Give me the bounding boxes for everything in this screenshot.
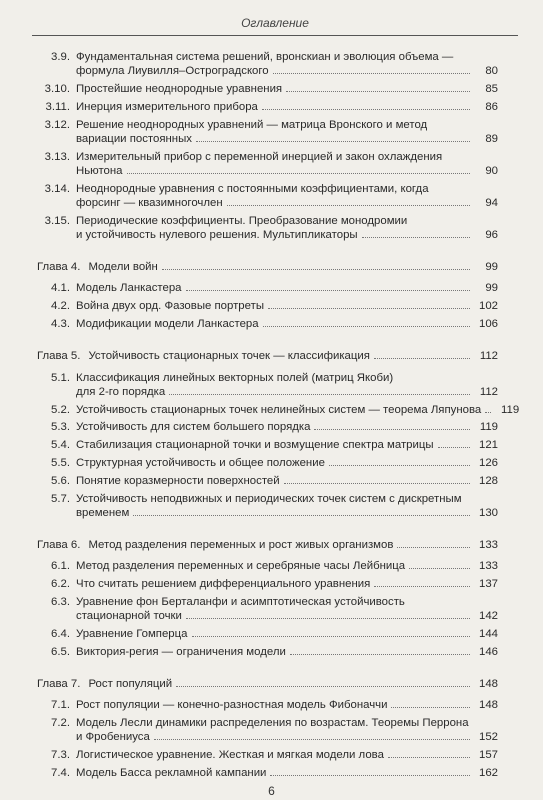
toc-chapter-entry [37,349,498,363]
entry-number: 7.3. [51,749,70,762]
toc-section-entry [30,150,498,178]
entry-title [76,456,498,470]
toc-section-entry [30,118,498,146]
entry-title-text: Устойчивость неподвижных и периодических точек систем с дискретным [76,492,462,505]
entry-title [88,677,498,691]
entry-title-line [76,698,498,712]
toc-section-entry [30,595,498,623]
dot-leader [127,173,470,174]
entry-title-line [76,492,498,506]
toc-section-entry [30,50,498,78]
entry-page-number: 85 [485,83,498,95]
dot-leader [409,568,470,569]
entry-title-line [76,214,498,228]
toc-section-entry [30,492,498,520]
toc-section-entry [30,100,498,114]
entry-title-text: для 2-го порядка [76,385,166,398]
entry-title-line [76,82,498,96]
entry-number: 3.13. [44,150,70,163]
entry-number: Глава 4. [37,260,81,273]
entry-title-line [76,627,498,641]
dot-leader [391,707,470,708]
entry-title-line [76,766,498,780]
entry-title-line [76,595,498,609]
entry-number: 5.1. [51,371,70,384]
dot-leader [262,109,470,110]
entry-title-line [88,538,498,552]
dot-leader [273,73,470,74]
entry-number: Глава 7. [37,677,81,690]
dot-leader [374,586,470,587]
entry-title [76,371,498,399]
entry-number: 5.2. [51,403,70,416]
entry-number: 4.3. [51,318,70,330]
entry-title [76,766,498,780]
dot-leader [169,394,470,395]
entry-page-number: 119 [479,421,498,434]
entry-number: 3.9. [51,51,70,63]
entry-title-line [76,645,498,659]
entry-title-text: Метод разделения переменных и рост живых организмов [88,538,394,551]
entry-title [76,645,498,659]
entry-title-line [76,506,498,520]
entry-title-text: форсинг — квазимногочлен [76,196,223,209]
entry-number: 6.3. [51,596,70,608]
entry-title [76,716,498,744]
entry-number: 7.1. [51,699,70,712]
entry-number: 5.3. [51,421,70,434]
entry-title-line [76,609,498,623]
entry-title-text: Стабилизация стационарной точки и возмущение спектра матрицы [76,439,434,452]
toc-chapter-entry [37,677,498,691]
entry-page-number: 80 [485,65,498,78]
dot-leader [192,636,471,637]
toc-chapter-entry [37,538,498,552]
entry-title [76,438,498,452]
dot-leader [176,686,470,687]
entry-page-number: 112 [479,385,498,398]
entry-title-line [76,456,498,470]
entry-title-text: Решение неоднородных уравнений — матрица Вронского и метод [76,118,428,131]
entry-page-number: 144 [478,628,498,640]
toc-section-entry [30,766,498,780]
entry-title-text: Инерция измерительного прибора [76,100,258,113]
entry-title-line [76,730,498,744]
entry-title [76,100,498,114]
dot-leader [438,447,470,448]
entry-title [76,50,498,78]
entry-title [76,698,498,712]
entry-title [76,595,498,623]
entry-number: 6.5. [51,645,70,658]
entry-page-number: 128 [478,474,498,487]
entry-page-number: 152 [478,731,498,744]
toc-section-entry [30,299,498,313]
dot-leader [268,308,470,309]
entry-title-text: Устойчивость стационарных точек — классификация [88,349,370,362]
entry-title [76,118,498,146]
dot-leader [374,358,470,359]
entry-title-text: вариации постоянных [76,132,192,145]
entry-title-text: Классификация линейных векторных полей (матриц Якоби) [76,371,394,384]
entry-title-line [76,50,498,64]
entry-number: Глава 6. [37,538,81,551]
toc-chapter-entry [37,260,498,274]
entry-title [88,538,498,552]
dot-leader [270,775,470,776]
entry-title [76,559,498,573]
entry-title [76,627,498,641]
entry-title-text: Структурная устойчивость и общее положение [76,457,325,469]
entry-title-text: временем [76,506,130,519]
entry-title-text: Виктория-регия — ограничения модели [76,645,286,658]
entry-number: 5.7. [51,492,70,505]
entry-title-text: Уравнение Гомперца [76,628,188,640]
entry-number: 3.11. [45,100,70,113]
entry-title-text: Модель Басса рекламной кампании [76,767,267,779]
entry-title-line [76,748,498,762]
entry-page-number: 99 [485,282,498,295]
entry-page-number: 121 [478,439,498,452]
entry-title-line [76,100,498,114]
entry-title-line [76,164,498,178]
dot-leader [263,326,470,327]
dot-leader [329,465,470,466]
entry-title-text: и Фробениуса [76,731,150,744]
entry-page-number: 142 [478,610,498,623]
entry-number: 5.4. [51,439,70,452]
entry-title-line [76,150,498,164]
entry-title-line [76,371,498,385]
entry-title-text: стационарной точки [76,610,182,623]
entry-title-text: Устойчивость стационарных точек нелинейных систем — теорема Ляпунова [76,403,482,416]
entry-title-text: Устойчивость для систем большего порядка [76,421,311,434]
entry-title-line [76,716,498,730]
entry-title [88,349,498,363]
entry-title-text: Модели войн [88,260,158,273]
entry-title-line [76,403,519,417]
entry-title-text: Периодические коэффициенты. Преобразование монодромии [76,214,408,227]
toc-section-entry [30,645,498,659]
toc-section-entry [30,748,498,762]
header-rule [32,35,518,36]
entry-title [76,214,498,242]
entry-title-line [76,132,498,146]
dot-leader [154,739,470,740]
entry-page-number: 146 [478,645,498,658]
entry-title [76,492,498,520]
entry-title-text: Логистическое уравнение. Жесткая и мягкая модели лова [76,749,384,762]
entry-title-line [76,474,498,488]
page-number: 6 [268,784,275,798]
toc-section-entry [30,627,498,641]
entry-page-number: 96 [485,228,498,241]
entry-number: 4.1. [51,282,70,295]
entry-title-line [76,281,498,295]
entry-title [76,317,498,331]
dot-leader [133,515,470,516]
entry-title-text: Что считать решением дифференциального уравнения [76,578,371,591]
entry-title-text: Ньютона [76,164,123,177]
entry-page-number: 112 [479,349,498,362]
entry-page-number: 137 [478,578,498,591]
entry-page-number: 106 [478,318,498,330]
entry-page-number: 94 [485,196,498,209]
toc-section-entry [30,698,498,712]
entry-title [76,82,498,96]
toc-section-entry [30,281,498,295]
dot-leader [227,205,470,206]
entry-title-text: Измерительный прибор с переменной инерцией и закон охлаждения [76,150,443,163]
toc-section-entry [30,716,498,744]
entry-title-line [76,317,498,331]
entry-page-number: 133 [478,538,498,551]
entry-number: 7.4. [51,767,70,779]
entry-number: 3.12. [44,118,70,131]
toc-section-entry [30,438,498,452]
entry-title-line [76,118,498,132]
entry-title [76,577,498,591]
entry-title-text: Понятие коразмерности поверхностей [76,474,280,487]
entry-page-number: 89 [485,132,498,145]
entry-page-number: 148 [478,699,498,712]
toc-section-entry [30,559,498,573]
entry-page-number: 133 [478,560,498,573]
entry-title-text: формула Лиувилля–Остроградского [76,65,269,78]
toc-section-entry [30,577,498,591]
entry-title-text: Уравнение фон Берталанфи и асимптотическая устойчивость [76,596,405,608]
dot-leader [196,141,470,142]
dot-leader [162,269,470,270]
entry-page-number: 162 [478,767,498,779]
toc-section-entry [30,371,498,399]
entry-title-text: и устойчивость нулевого решения. Мультипликаторы [76,228,358,241]
dot-leader [186,618,470,619]
entry-title-line [76,559,498,573]
running-header: Оглавление [241,16,309,30]
entry-page-number: 86 [485,100,498,113]
entry-title-line [76,228,498,242]
dot-leader [314,429,470,430]
entry-title [76,748,498,762]
entry-page-number: 90 [485,164,498,177]
entry-page-number: 157 [478,749,498,762]
dot-leader [388,757,470,758]
entry-number: 4.2. [51,300,70,313]
entry-number: 3.14. [44,182,70,195]
entry-number: Глава 5. [37,349,81,362]
entry-title-text: Неоднородные уравнения с постоянными коэффициентами, когда [76,182,429,195]
entry-title-text: Модель Ланкастера [76,282,182,295]
entry-title-text: Фундаментальная система решений, вронскиан и эволюция объема — [76,51,454,63]
entry-title-text: Модель Лесли динамики распределения по возрастам. Теоремы Перрона [76,717,469,730]
entry-title-line [76,299,498,313]
entry-title-line [76,64,498,78]
dot-leader [186,290,470,291]
dot-leader [284,483,470,484]
dot-leader [485,412,491,413]
entry-number: 6.4. [51,628,70,640]
toc-section-entry [30,420,498,434]
entry-title-line [88,260,498,274]
entry-number: 7.2. [51,717,70,730]
entry-title-line [76,438,498,452]
dot-leader [397,547,470,548]
entry-page-number: 99 [485,260,498,273]
entry-title-line [76,577,498,591]
entry-page-number: 119 [501,403,520,416]
entry-number: 6.2. [51,578,70,591]
entry-number: 6.1. [51,560,70,573]
entry-number: 3.15. [44,214,70,227]
toc-section-entry [30,214,498,242]
dot-leader [290,654,470,655]
entry-title-text: Метод разделения переменных и серебряные часы Лейбница [76,560,406,573]
toc-section-entry [30,474,498,488]
toc-section-entry [30,82,498,96]
toc-section-entry [30,456,498,470]
entry-title [76,299,498,313]
entry-title-text: Модификации модели Ланкастера [76,318,259,330]
entry-title [76,182,498,210]
entry-page-number: 130 [478,506,498,519]
toc-section-entry [30,403,520,417]
entry-number: 3.10. [44,83,70,95]
entry-number: 5.6. [51,474,70,487]
toc-section-entry [30,182,498,210]
entry-title-line [76,385,498,399]
entry-page-number: 126 [478,457,498,469]
entry-page-number: 102 [478,300,498,313]
entry-page-number: 148 [478,677,498,690]
entry-title [76,403,519,417]
toc-section-entry [30,317,498,331]
entry-title-line [76,182,498,196]
entry-title [76,281,498,295]
entry-number: 5.5. [51,457,70,469]
entry-title [76,150,498,178]
entry-title [88,260,498,274]
entry-title-line [88,677,498,691]
entry-title [76,420,498,434]
entry-title-line [76,196,498,210]
entry-title [76,474,498,488]
entry-title-line [88,349,498,363]
entry-title-text: Рост популяций [88,677,173,690]
dot-leader [286,91,470,92]
entry-title-line [76,420,498,434]
dot-leader [362,237,470,238]
entry-title-text: Простейшие неоднородные уравнения [76,83,283,95]
entry-title-text: Рост популяции — конечно-разностная модель Фибоначчи [76,699,388,712]
entry-title-text: Война двух орд. Фазовые портреты [76,300,265,313]
